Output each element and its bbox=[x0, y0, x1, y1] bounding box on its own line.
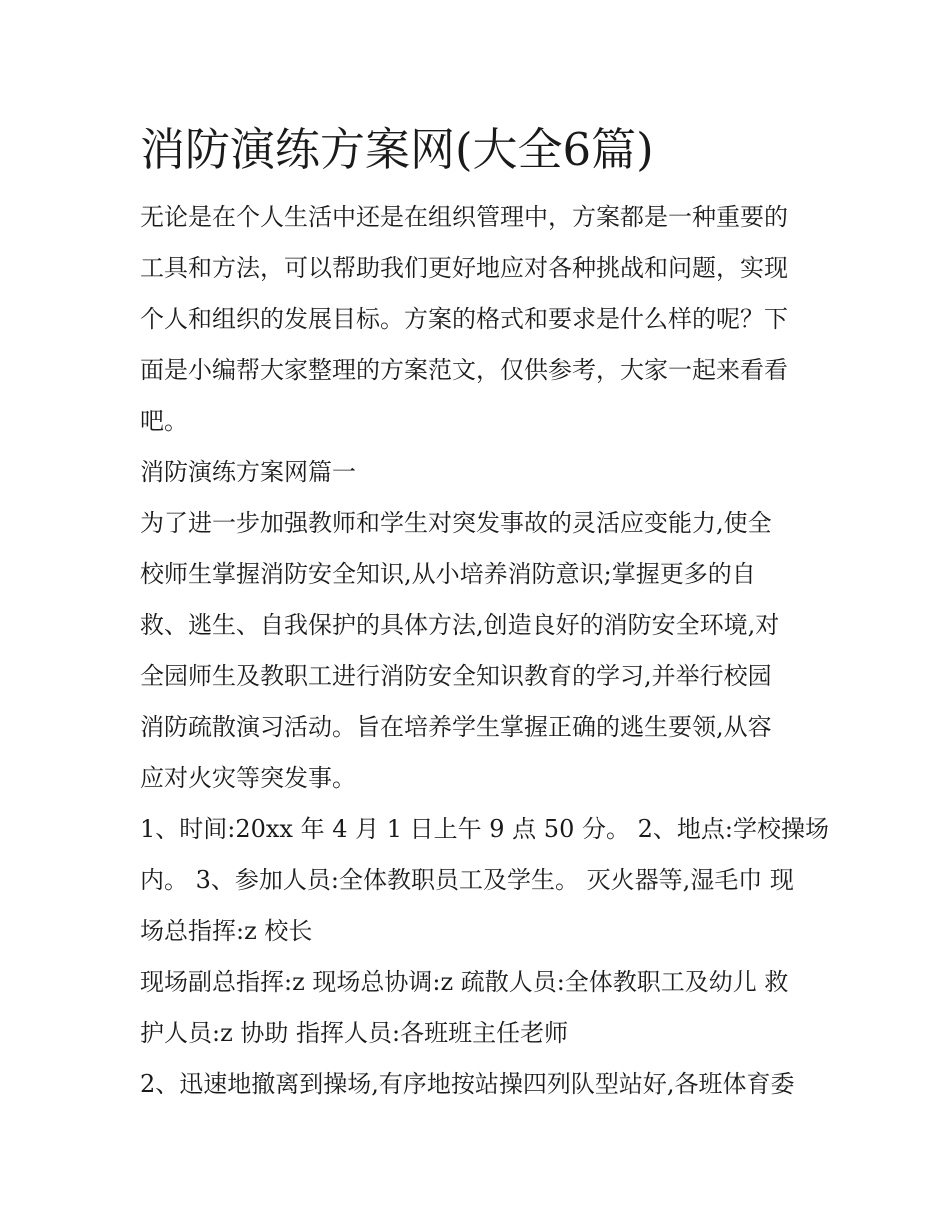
details-line: 1、时间:20xx 年 4 月 1 日上午 9 点 50 分。 2、地点:学校操场 bbox=[140, 815, 829, 843]
purpose-line: 全园师生及教职工进行消防安全知识教育的学习,并举行校园 bbox=[140, 662, 772, 690]
details-line: 场总指挥:z 校长 bbox=[140, 917, 313, 945]
staff-line: 护人员:z 协助 指挥人员:各班班主任老师 bbox=[140, 1019, 569, 1047]
document-title: 消防演练方案网(大全6篇) bbox=[140, 123, 654, 176]
purpose-line: 为了进一步加强教师和学生对突发事故的灵活应变能力,使全 bbox=[140, 509, 772, 537]
staff-line: 现场副总指挥:z 现场总协调:z 疏散人员:全体教职工及幼儿 救 bbox=[140, 968, 789, 996]
details-line: 内。 3、参加人员:全体教职员工及学生。 灭火器等,湿毛巾 现 bbox=[140, 866, 794, 894]
purpose-paragraph bbox=[140, 498, 815, 804]
section-heading-text: 消防演练方案网篇一 bbox=[140, 458, 356, 486]
purpose-line: 校师生掌握消防安全知识,从小培养消防意识;掌握更多的自 bbox=[140, 560, 756, 588]
evacuation-paragraph bbox=[140, 1059, 815, 1110]
intro-line: 无论是在个人生活中还是在组织管理中，方案都是一种重要的 bbox=[140, 203, 788, 231]
evacuation-line: 2、迅速地撤离到操场,有序地按站操四列队型站好,各班体育委 bbox=[140, 1070, 795, 1098]
intro-line: 面是小编帮大家整理的方案范文，仅供参考，大家一起来看看 bbox=[140, 356, 788, 384]
intro-paragraph bbox=[140, 192, 815, 447]
staff-paragraph bbox=[140, 957, 815, 1059]
intro-line: 工具和方法，可以帮助我们更好地应对各种挑战和问题，实现 bbox=[140, 254, 788, 282]
details-paragraph bbox=[140, 804, 829, 957]
purpose-line: 应对火灾等突发事。 bbox=[140, 764, 356, 792]
intro-line: 吧。 bbox=[140, 407, 188, 435]
document-page bbox=[140, 118, 829, 1110]
intro-line: 个人和组织的发展目标。方案的格式和要求是什么样的呢？下 bbox=[140, 305, 788, 333]
section-heading bbox=[140, 447, 815, 498]
purpose-line: 消防疏散演习活动。旨在培养学生掌握正确的逃生要领,从容 bbox=[140, 713, 772, 741]
purpose-line: 救、逃生、自我保护的具体方法,创造良好的消防安全环境,对 bbox=[140, 611, 780, 639]
